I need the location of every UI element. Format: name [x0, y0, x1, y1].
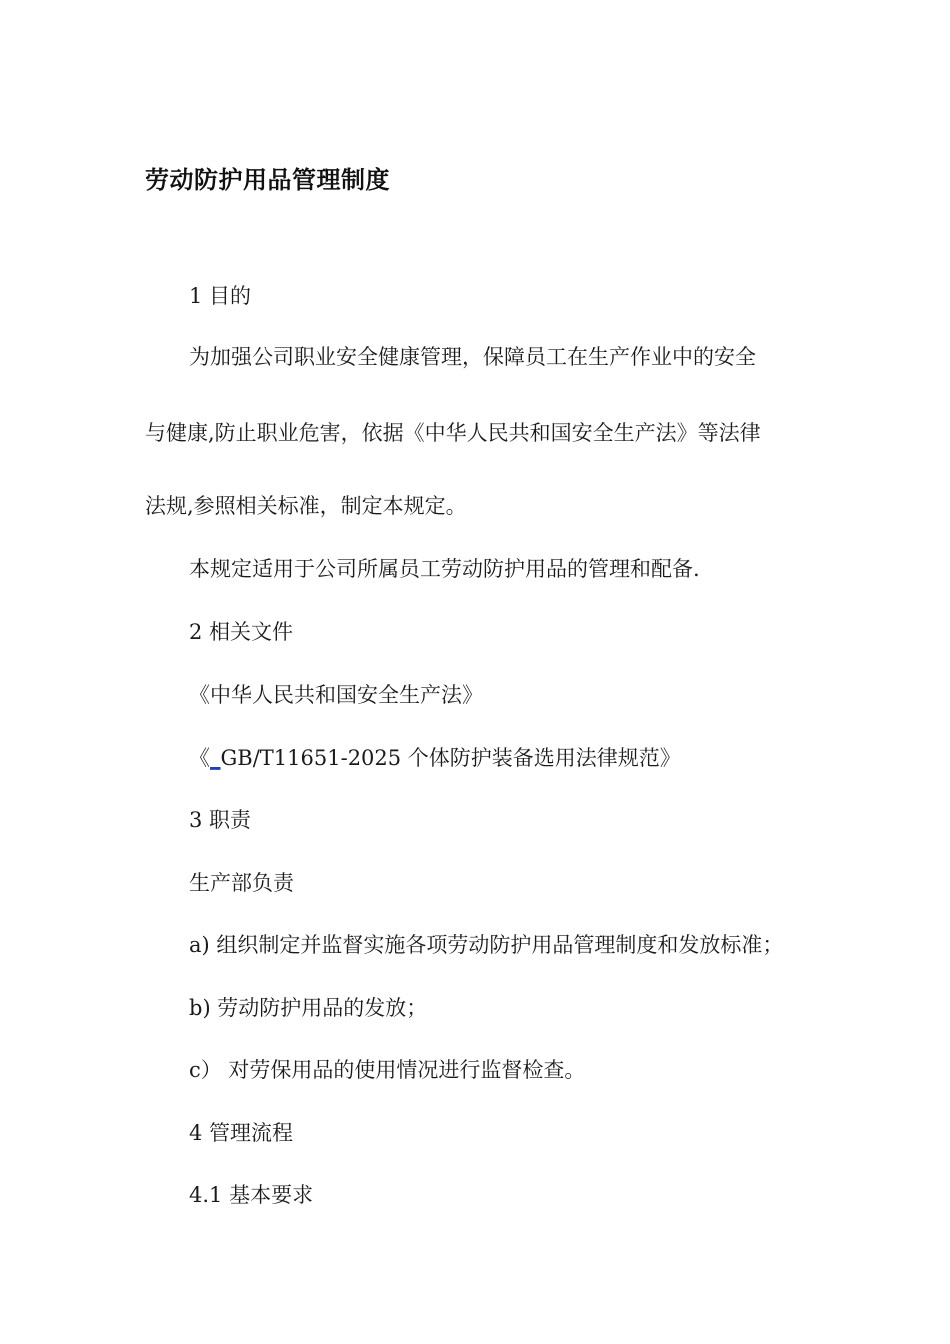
section-heading-purpose: 1 目的 [189, 284, 252, 308]
reference-item: 《中华人民共和国安全生产法》 [189, 683, 483, 707]
link-marker: _ [210, 746, 221, 770]
subsection-heading: 4.1 基本要求 [189, 1183, 314, 1207]
paragraph-line: 为加强公司职业安全健康管理，保障员工在生产作业中的安全 [189, 345, 756, 369]
open-bracket: 《 [189, 746, 210, 770]
reference-text: GB/T11651-2025 个体防护装备选用法律规范》 [220, 746, 681, 770]
section-heading-related-documents: 2 相关文件 [189, 620, 294, 644]
paragraph-line: 本规定适用于公司所属员工劳动防护用品的管理和配备. [189, 557, 700, 581]
paragraph-line: 法规,参照相关标准，制定本规定。 [145, 494, 467, 518]
list-item: a) 组织制定并监督实施各项劳动防护用品管理制度和发放标准； [189, 933, 784, 957]
list-item: b) 劳动防护用品的发放； [189, 996, 428, 1020]
paragraph-line: 与健康,防止职业危害，依据《中华人民共和国安全生产法》等法律 [145, 421, 761, 445]
reference-item [189, 743, 681, 773]
paragraph-line: 生产部负责 [189, 871, 294, 895]
section-heading-management-process: 4 管理流程 [189, 1121, 294, 1145]
list-item: c） 对劳保用品的使用情况进行监督检查。 [189, 1058, 586, 1082]
section-heading-responsibilities: 3 职责 [189, 808, 252, 832]
document-title: 劳动防护用品管理制度 [145, 166, 390, 194]
